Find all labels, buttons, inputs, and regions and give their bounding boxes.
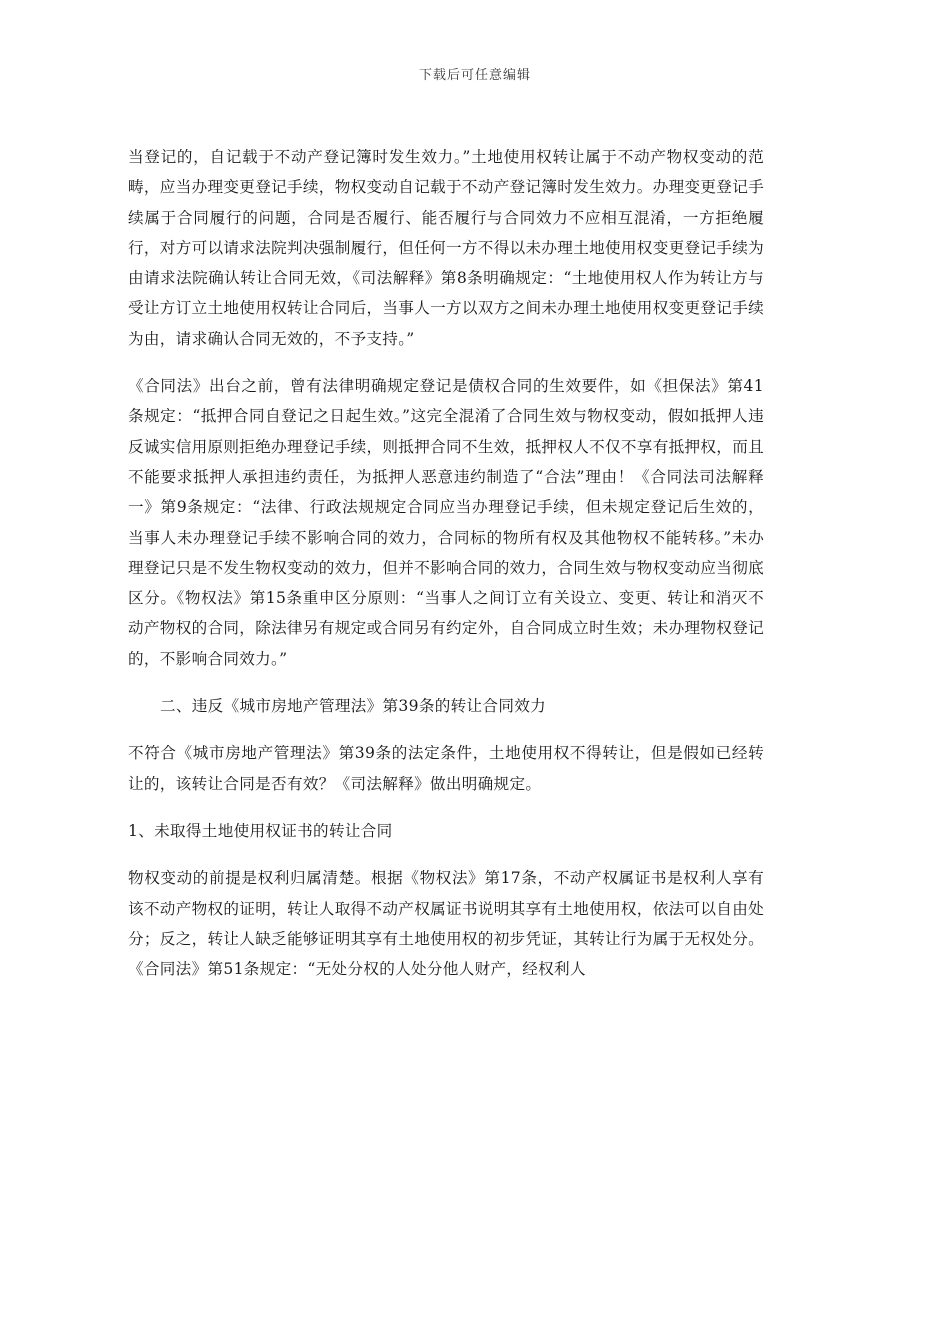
subheading-no-certificate: 1、未取得土地使用权证书的转让合同 [128,821,393,840]
document-body [128,142,764,1001]
paragraph-ownership-premise: 物权变动的前提是权利归属清楚。根据《物权法》第17条，不动产权属证书是权利人享有该不动产物权的证明，转让人取得不动产权属证书说明其享有土地使用权，依法可以自由处分；反之，转让人缺乏能够证明其享有土地使用权的初步凭证，其转让行为属于无权处分。《合同法》第51条规定：“无处分权的人处分他人财产，经权利人 [128,869,764,979]
paragraph-contract-law-history: 《合同法》出台之前，曾有法律明确规定登记是债权合同的生效要件，如《担保法》第41条规定：“抵押合同自登记之日起生效。”这完全混淆了合同生效与物权变动，假如抵押人违反诚实信用原则拒绝办理登记手续，则抵押合同不生效，抵押权人不仅不享有抵押权，而且不能要求抵押人承担违约责任，为抵押人恶意违约制造了“合法”理由！《合同法司法解释一》第9条规定：“法律、行政法规规定合同应当办理登记手续，但未规定登记后生效的，当事人未办理登记手续不影响合同的效力，合同标的物所有权及其他物权不能转移。”未办理登记只是不发生物权变动的效力，但并不影响合同的效力，合同生效与物权变动应当彻底区分。《物权法》第15条重申区分原则：“当事人之间订立有关设立、变更、转让和消灭不动产物权的合同，除法律另有规定或合同另有约定外，自合同成立时生效；未办理物权登记的，不影响合同效力。” [128,377,764,668]
section-heading-article-39: 二、违反《城市房地产管理法》第39条的转让合同效力 [160,697,546,716]
paragraph-article-39-conditions: 不符合《城市房地产管理法》第39条的法定条件，土地使用权不得转让，但是假如已经转让的，该转让合同是否有效？《司法解释》做出明确规定。 [128,744,764,793]
page-header: 下载后可任意编辑 [418,68,531,83]
paragraph-registration-effect: 当登记的，自记载于不动产登记簿时发生效力。”土地使用权转让属于不动产物权变动的范畴，应当办理变更登记手续，物权变动自记载于不动产登记簿时发生效力。办理变更登记手续属于合同履行的问题，合同是否履行、能否履行与合同效力不应相互混淆，一方拒绝履行，对方可以请求法院判决强制履行，但任何一方不得以未办理土地使用权变更登记手续为由请求法院确认转让合同无效，《司法解释》第8条明确规定：“土地使用权人作为转让方与受让方订立土地使用权转让合同后，当事人一方以双方之间未办理土地使用权变更登记手续为由，请求确认合同无效的，不予支持。” [128,148,764,348]
